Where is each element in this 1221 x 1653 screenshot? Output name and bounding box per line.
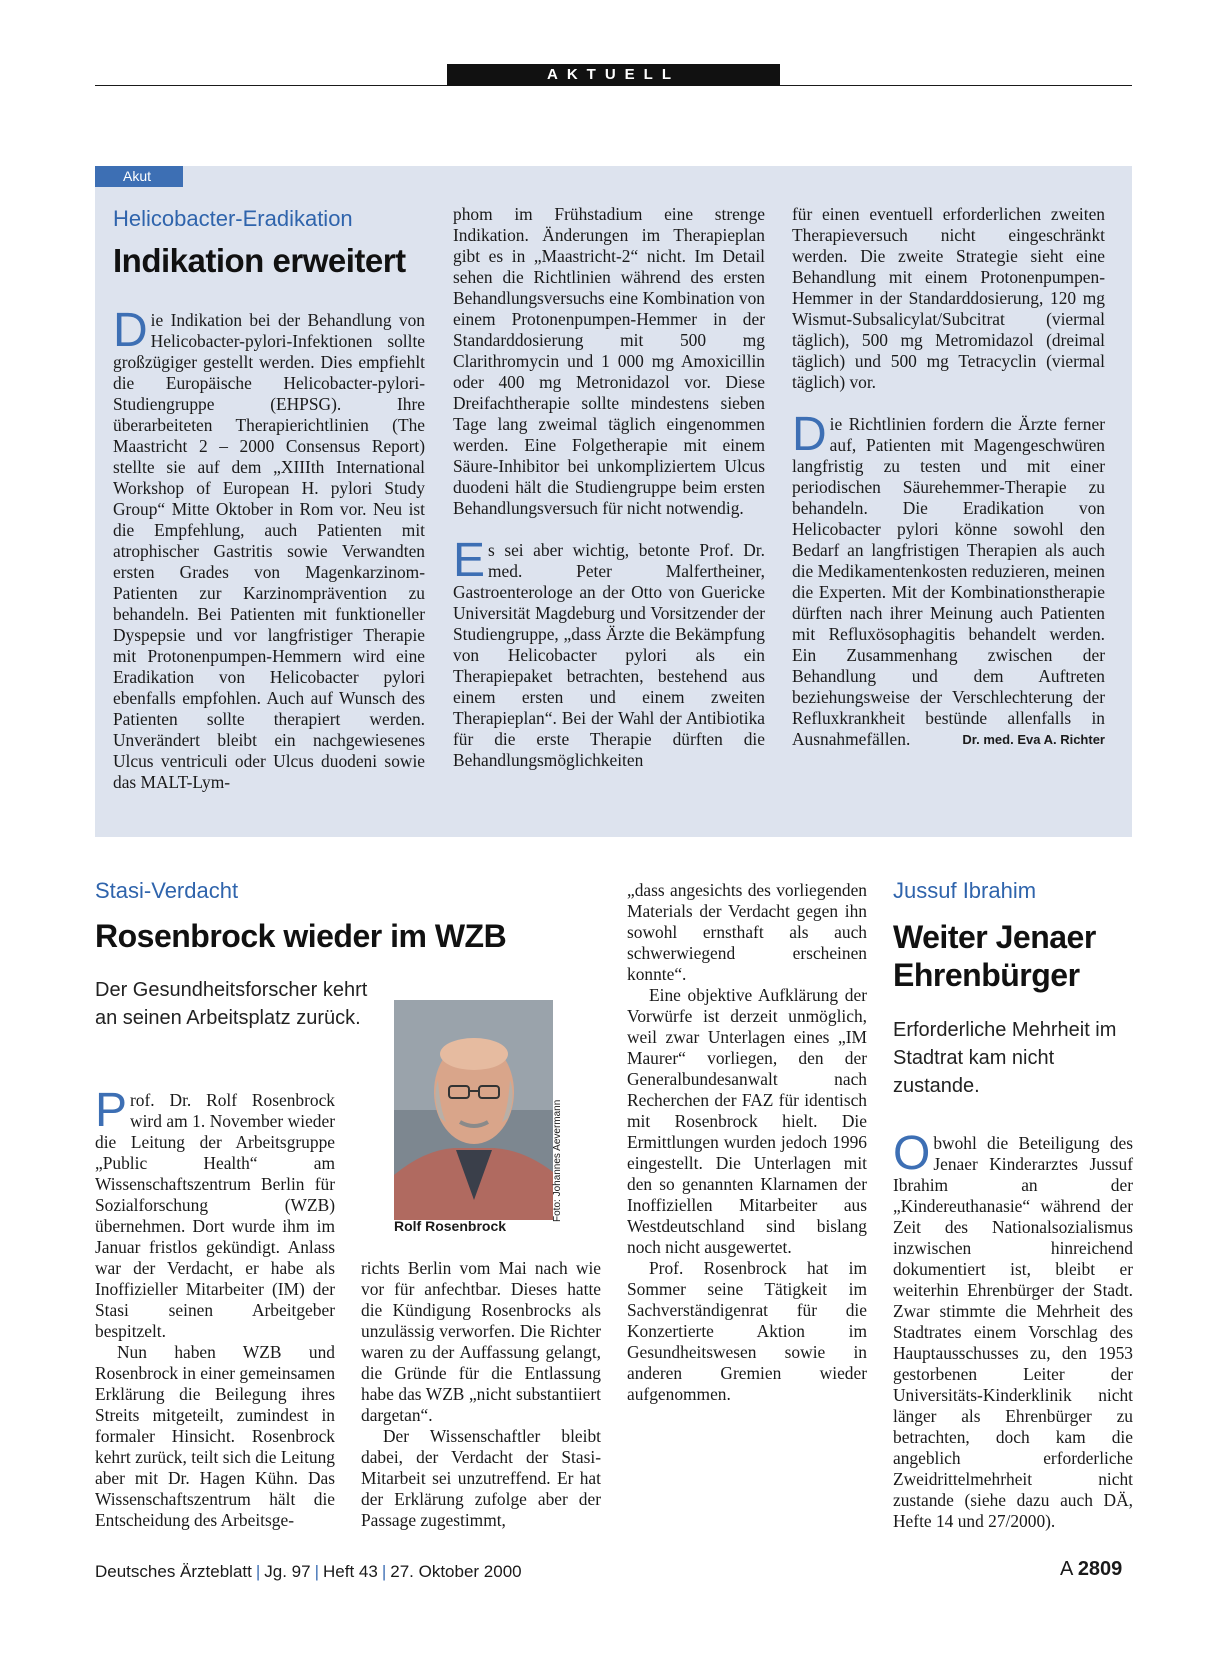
akut-paragraph: Die Indikation bei der Behandlung von Helicobacter-pylori-Infektionen sollte großzügiger gestellt werden. Dies empfiehlt die Europäische Helicobacter-pylori-Studiengruppe (EHPSG). Ihre überarbeiteten Therapierichtlinien (The Maastricht 2 – 2000 Consensus Report) stellte sie auf dem „XIIIth International Workshop of European H. pylori Study Group“ Mitte Oktober in Rom vor. Neu ist die Empfehlung, auch Patienten mit atrophischer Gastritis sowie Verwandten ersten Grades von Magenkarzinom-Patienten zur Karzinomprävention zu behandeln. Bei Patienten mit funktioneller Dyspepsie und vor langfristiger Therapie mit Protonenpumpen-Hemmern wird eine Eradikation von Helicobacter pylori ebenfalls empfohlen. Auch auf Wunsch des Patienten sollte therapiert werden. Unverändert bleibt ein nachgewiesenes Ulcus ventriculi oder Ulcus duodeni sowie das MALT-Lym-: [113, 304, 425, 792]
page-number: A 2809: [1060, 1558, 1123, 1580]
stasi-deck: Der Gesundheitsforscher kehrt an seinen Arbeitsplatz zurück.: [95, 979, 368, 1029]
drop-cap: P: [95, 1084, 128, 1137]
stasi-paragraph: Prof. Rosenbrock hat im Sommer seine Tätigkeit im Sachverständigenrat für die Konzertierte Aktion im Gesundheitswesen sowie in anderen Gremien wieder aufgenommen.: [627, 1258, 867, 1404]
page-footer: Deutsches Ärzteblatt | Jg. 97 | Heft 43 | 27. Oktober 2000: [95, 1562, 522, 1581]
drop-cap: E: [453, 534, 486, 587]
akut-paragraph: für einen eventuell erforderlichen zweiten Therapieversuch nicht eingeschränkt werden. Die zweite Strategie sieht eine Behandlung mit einem Protonenpumpen-Hemmer in der Standarddosierung, 120 mg Wismut-Subsalicylat/Subcitrat (viermal täglich), 500 mg Metromidazol (dreimal täglich) und 500 mg Tetracyclin (viermal täglich) vor.: [792, 204, 1105, 392]
akut-column-1: [113, 304, 425, 793]
akut-headline: Indikation erweitert: [113, 242, 406, 279]
ibrahim-deck: Erforderliche Mehrheit im Stadtrat kam nicht zustande.: [893, 1019, 1117, 1097]
drop-cap: D: [792, 408, 827, 461]
portrait-photo: [394, 1000, 553, 1220]
stasi-column-2: [361, 1258, 601, 1531]
stasi-column-1: [95, 1084, 336, 1531]
ibrahim-kicker: Jussuf Ibrahim: [893, 878, 1037, 903]
volume: Jg. 97: [264, 1562, 311, 1581]
photo-credit: Foto: Johannes Aevermann: [552, 1099, 563, 1222]
stasi-column-3: [627, 880, 867, 1405]
akut-paragraph: phom im Frühstadium eine strenge Indikation. Änderungen im Therapieplan gibt es in „Maastricht-2“ nicht. Im Detail sehen die Richtlinien während des ersten Behandlungsversuchs eine Kombination von einem Protonenpumpen-Hemmer in der Standarddosierung mit 500 mg Clarithromycin und 1 000 mg Amoxicillin oder 400 mg Metronidazol vor. Diese Dreifachtherapie sollte mindestens sieben Tage lang zweimal täglich eingenommen werden. Eine Folgetherapie mit einem Säure-Inhibitor bei unkompliziertem Ulcus duodeni hält die Studiengruppe beim ersten Behandlungsversuch für nicht notwendig.: [453, 204, 765, 518]
section-label: AKTUELL: [447, 64, 780, 86]
stasi-headline: Rosenbrock wieder im WZB: [95, 918, 507, 954]
photo-caption: Rolf Rosenbrock: [394, 1218, 507, 1234]
akut-column-3: [792, 204, 1105, 750]
akut-paragraph: Die Richtlinien fordern die Ärzte ferner auf, Patienten mit Magengeschwüren langfristig zu testen und mit einer periodischen Säurehemmer-Therapie zu behandeln. Die Eradikation von Helicobacter pylori könne sowohl den Bedarf an langfristigen Therapien als auch die Medikamentenkosten reduzieren, meinen die Experten. Mit der Kombinationstherapie dürften nach ihrer Meinung auch Patienten mit Refluxösophagitis behandelt werden. Ein Zusammenhang zwischen der Behandlung und dem Auftreten beziehungsweise der Verschlechterung der Refluxkrankheit bestünde allenfalls in Ausnahmefällen. Dr. med. Eva A. Richter: [792, 408, 1105, 749]
journal-name: Deutsches Ärzteblatt: [95, 1562, 252, 1581]
ibrahim-headline: Weiter Jenaer Ehrenbürger: [893, 919, 1096, 993]
stasi-kicker: Stasi-Verdacht: [95, 878, 239, 903]
akut-column-2: [453, 204, 765, 771]
author-byline: Dr. med. Eva A. Richter: [962, 732, 1105, 747]
issue: Heft 43: [323, 1562, 378, 1581]
stasi-paragraph: richts Berlin vom Mai nach wie vor für anfechtbar. Dieses hatte die Kündigung Rosenbrocks als unzulässig verworfen. Die Richter waren zu der Auffassung gelangt, die Gründe für die Entlassung habe das WZB „nicht substantiiert dargetan“.: [361, 1258, 601, 1425]
stasi-paragraph: Prof. Dr. Rolf Rosenbrock wird am 1. November wieder die Leitung der Arbeitsgruppe „Public Health“ am Wissenschaftszentrum Berlin für Sozialforschung (WZB) übernehmen. Dort wurde ihm im Januar fristlos gekündigt. Anlass war der Verdacht, er habe als Inoffizieller Mitarbeiter (IM) der Stasi seinen Arbeitgeber bespitzelt.: [95, 1084, 335, 1341]
akut-tag: Akut: [95, 166, 183, 187]
stasi-paragraph: Nun haben WZB und Rosenbrock in einer gemeinsamen Erklärung die Beilegung ihres Streits mitgeteilt, zumindest in formaler Hinsicht. Rosenbrock kehrt zurück, teilt sich die Leitung aber mit Dr. Hagen Kühn. Das Wissenschaftszentrum hält die Entscheidung des Arbeitsge-: [95, 1342, 336, 1530]
stasi-paragraph: Der Wissenschaftler bleibt dabei, der Verdacht der Stasi-Mitarbeit sei unzutreffend. Er hat der Erklärung zufolge aber der Passage zugestimmt,: [361, 1426, 601, 1530]
akut-kicker: Helicobacter-Eradikation: [113, 206, 353, 231]
ibrahim-column: [893, 1127, 1133, 1532]
stasi-paragraph: „dass angesichts des vorliegenden Materials der Verdacht gegen ihn sowohl ernsthaft als auch schwerwiegend erscheinen konnte“.: [627, 880, 867, 984]
issue-date: 27. Oktober 2000: [390, 1562, 522, 1581]
stasi-paragraph: Eine objektive Aufklärung der Vorwürfe ist derzeit unmöglich, weil zwar Unterlagen eines „IM Maurer“ vorliegen, den der Generalbundesanwalt nach Recherchen der FAZ für identisch mit Rosenbrock hielt. Die Ermittlungen wurden jedoch 1996 eingestellt. Die Unterlagen mit den so genannten Klarnamen der Inoffiziellen Mitarbeiter aus Westdeutschland sind bislang noch nicht ausgewertet.: [627, 985, 867, 1257]
ibrahim-paragraph: Obwohl die Beteiligung des Jenaer Kinderarztes Jussuf Ibrahim an der „Kindereuthanasie“ während der Zeit des Nationalsozialismus inzwischen hinreichend dokumentiert ist, bleibt er weiterhin Ehrenbürger der Stadt. Zwar stimmte die Mehrheit des Stadtrates einem Vorschlag des Hauptausschusses zu, den 1953 gestorbenen Leiter der Universitäts-Kinderklinik nicht länger als Ehrenbürger zu betrachten, doch kam die angeblich erforderliche Zweidrittelmehrheit nicht zustande (siehe dazu auch DÄ, Hefte 14 und 27/2000).: [893, 1127, 1133, 1531]
akut-paragraph: Es sei aber wichtig, betonte Prof. Dr. med. Peter Malfertheiner, Gastroenterologe an der Otto von Guericke Universität Magdeburg und Vorsitzender der Studiengruppe, „dass Ärzte die Bekämpfung von Helicobacter pylori als ein Therapiepaket betrachten, bestehend aus einem ersten und einem zweiten Therapieplan“. Bei der Wahl der Antibiotika für die erste Therapie dürften die Behandlungsmöglichkeiten: [453, 534, 765, 770]
drop-cap: D: [113, 304, 148, 357]
drop-cap: O: [893, 1127, 931, 1180]
